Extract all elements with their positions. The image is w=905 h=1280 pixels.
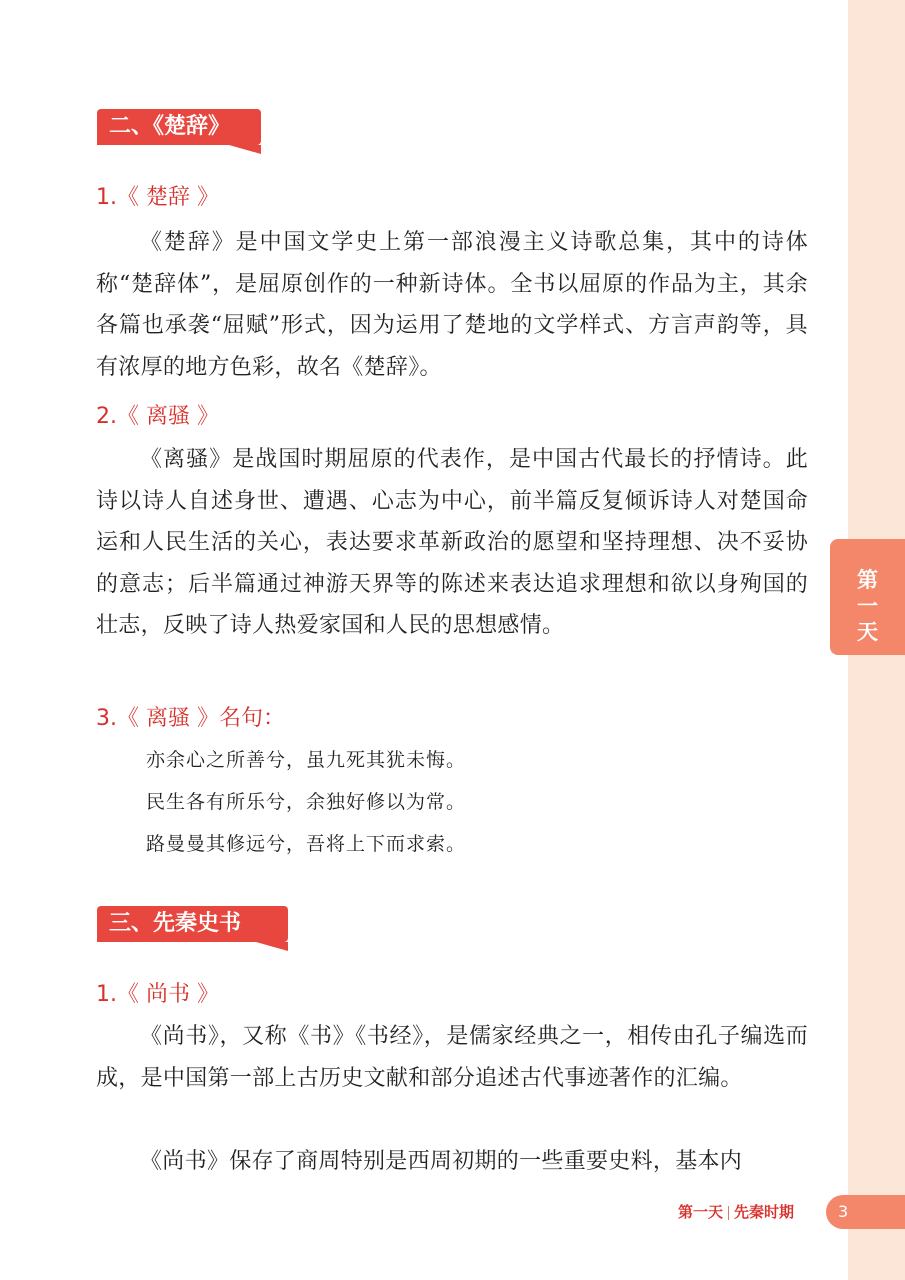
quote-line-2: 民生各有所乐兮，余独好修以为常。 xyxy=(146,791,467,813)
paragraph-lisao: 《离骚》是战国时期屈原的代表作，是中国古代最长的抒情诗。此诗以诗人自述身世、遭遇、心志为中心，前半篇反复倾诉诗人对楚国命运和人民生活的关心，表达要求革新政治的愿望和坚持理想、决不妥协的意志；后半篇通过神游天界等的陈述来表达追求理想和欲以身殉国的壮志，反映了诗人热爱家国和人民的思想感情。 xyxy=(96,447,808,638)
subheading-lisao: 2.《 离骚 》 xyxy=(96,404,219,429)
page-number: 3 xyxy=(826,1195,905,1229)
paragraph-chuci: 《楚辞》是中国文学史上第一部浪漫主义诗歌总集，其中的诗体称“楚辞体”，是屈原创作的一种新诗体。全书以屈原的作品为主，其余各篇也承袭“屈赋”形式，因为运用了楚地的文学样式、方言声韵等，具有浓厚的地方色彩，故名《楚辞》。 xyxy=(96,230,808,380)
section-banner-chuci: 二、《楚辞》 xyxy=(97,109,261,145)
day-tab-char-2: 一 xyxy=(857,594,878,618)
day-tab-char-3: 天 xyxy=(857,620,878,644)
footer-chapter-label xyxy=(678,1200,794,1224)
footer-period: 先秦时期 xyxy=(734,1203,795,1221)
subheading-chuci: 1.《 楚辞 》 xyxy=(96,185,219,210)
quote-line-1: 亦余心之所善兮，虽九死其犹未悔。 xyxy=(146,749,467,771)
paragraph-shangshu-2: 《尚书》保存了商周特别是西周初期的一些重要史料，基本内 xyxy=(140,1149,743,1174)
paragraph-shangshu-1: 《尚书》，又称《书》《书经》，是儒家经典之一，相传由孔子编选而成，是中国第一部上古历史文献和部分追述古代事迹著作的汇编。 xyxy=(96,1024,808,1091)
banner-tail xyxy=(229,145,261,154)
quote-line-3: 路曼曼其修远兮，吾将上下而求索。 xyxy=(146,833,467,855)
day-tab xyxy=(830,539,905,655)
footer-day: 第一天 xyxy=(678,1203,724,1221)
subheading-lisao-quotes: 3.《 离骚 》名句： xyxy=(96,706,285,731)
subheading-shangshu: 1.《 尚书 》 xyxy=(96,982,219,1007)
day-tab-char-1: 第 xyxy=(857,568,878,592)
section-banner-xianqin-history: 三、先秦史书 xyxy=(97,906,288,942)
banner-tail xyxy=(256,942,288,951)
footer-separator xyxy=(728,1206,729,1220)
